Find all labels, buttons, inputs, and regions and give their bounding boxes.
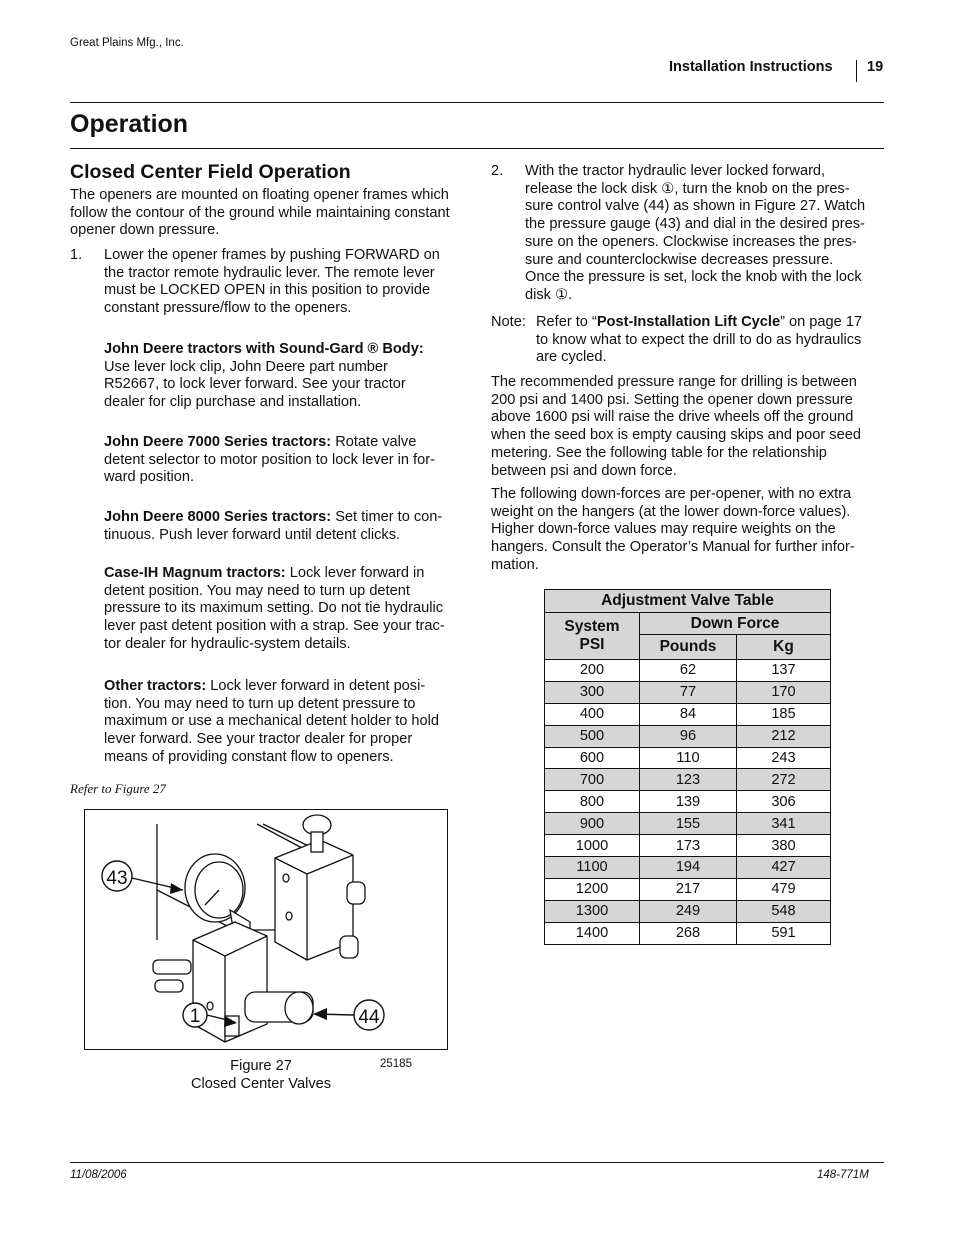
- column-header-down-force: Down Force: [640, 613, 831, 635]
- pressure-control-knob: [285, 992, 313, 1024]
- table-row: [545, 703, 831, 725]
- table-row: [545, 878, 831, 900]
- cell-psi: 500: [545, 725, 640, 747]
- step-1-text: [104, 247, 474, 318]
- page-number: 19: [867, 59, 884, 75]
- company-name: Great Plains Mfg., Inc.: [70, 37, 184, 49]
- other-tractors-line: means of providing constant flow to openers.: [104, 748, 394, 765]
- column-header-system-psi: [545, 613, 640, 660]
- cell-psi: 300: [545, 681, 640, 703]
- jd-soundgard-line: R52667, to lock lever forward. See your tractor: [104, 376, 406, 393]
- table-row: [545, 900, 831, 922]
- note-post: ” on page 17: [780, 314, 863, 330]
- table-row: [545, 725, 831, 747]
- cell-kg: 306: [737, 791, 831, 813]
- step-2-number: 2.: [491, 163, 504, 179]
- case-ih-line: detent position. You may need to turn up detent: [104, 582, 410, 599]
- cell-pounds: 217: [640, 878, 737, 900]
- note-label: Note:: [491, 314, 526, 330]
- step-1-line: constant pressure/flow to the openers.: [104, 300, 352, 317]
- jd-8000-block: [104, 509, 474, 544]
- fitting-right: [347, 882, 365, 904]
- cell-pounds: 194: [640, 857, 737, 879]
- cell-kg: 548: [737, 900, 831, 922]
- step-2-line: sure on the openers. Clockwise increases the pres-: [525, 233, 857, 250]
- paragraph-line: metering. See the following table for the relationship: [491, 444, 827, 461]
- down-force-paragraph: [491, 486, 886, 575]
- valve-knob-stem: [311, 832, 323, 852]
- jd-8000-heading: John Deere 8000 Series tractors:: [104, 509, 332, 525]
- cell-kg: 137: [737, 660, 831, 682]
- table-row: [545, 660, 831, 682]
- page-title: Operation: [70, 110, 189, 138]
- cell-pounds: 139: [640, 791, 737, 813]
- fitting-left: [155, 980, 183, 992]
- title-rule: [70, 148, 884, 149]
- jd-7000-block: [104, 434, 474, 487]
- cell-kg: 243: [737, 747, 831, 769]
- paragraph-line: mation.: [491, 556, 539, 573]
- step-1-line: Lower the opener frames by pushing FORWARD on: [104, 247, 440, 263]
- table-row: [545, 791, 831, 813]
- table-row: [545, 857, 831, 879]
- cell-kg: 591: [737, 922, 831, 944]
- callout-44-label: 44: [358, 1007, 380, 1028]
- cell-psi: 1300: [545, 900, 640, 922]
- other-tractors-line: lever forward. See your tractor dealer for proper: [104, 731, 413, 748]
- cell-pounds: 155: [640, 813, 737, 835]
- pressure-gauge: [185, 854, 245, 922]
- column-header-kg: Kg: [737, 635, 831, 660]
- case-ih-line: tor dealer for hydraulic-system details.: [104, 635, 351, 652]
- cell-kg: 479: [737, 878, 831, 900]
- table-row: [545, 813, 831, 835]
- paragraph-line: above 1600 psi will raise the drive wheels off the ground: [491, 409, 854, 426]
- adjustment-valve-table: [544, 589, 831, 945]
- cell-kg: 380: [737, 835, 831, 857]
- figure-id: 25185: [380, 1058, 412, 1070]
- step-1-number: 1.: [70, 247, 83, 263]
- step-2-line: the pressure gauge (43) and dial in the desired pres-: [525, 216, 865, 233]
- cell-kg: 341: [737, 813, 831, 835]
- case-ih-block: [104, 565, 474, 654]
- cell-kg: 170: [737, 681, 831, 703]
- callout-43-arrow: [170, 883, 183, 894]
- cell-kg: 427: [737, 857, 831, 879]
- cell-psi: 1400: [545, 922, 640, 944]
- step-2-text: [525, 163, 887, 305]
- callout-44-arrow: [313, 1008, 327, 1020]
- column-header-pounds: Pounds: [640, 635, 737, 660]
- jd-8000-first: Set timer to con-: [331, 509, 443, 525]
- step-2-line: disk ①.: [525, 286, 573, 303]
- jd-soundgard-heading: John Deere tractors with Sound-Gard ® Body:: [104, 341, 424, 357]
- cell-pounds: 77: [640, 681, 737, 703]
- figure-caption-title: Closed Center Valves: [190, 1076, 332, 1092]
- jd-soundgard-line: dealer for clip purchase and installation.: [104, 394, 362, 411]
- step-2-line: Once the pressure is set, lock the knob with the lock: [525, 269, 862, 286]
- callout-1-label: 1: [189, 1006, 201, 1027]
- jd-7000-line: ward position.: [104, 469, 195, 486]
- cell-psi: 400: [545, 703, 640, 725]
- paragraph-line: when the seed box is empty causing skips and poor seed: [491, 427, 861, 444]
- note-text: [536, 314, 886, 367]
- step-2-line: sure and counterclockwise decreases pressure.: [525, 251, 834, 268]
- cell-kg: 212: [737, 725, 831, 747]
- paragraph-line: 200 psi and 1400 psi. Setting the opener down pressure: [491, 391, 853, 408]
- figure-27-frame: [84, 809, 448, 1050]
- cell-kg: 272: [737, 769, 831, 791]
- other-tractors-line: tion. You may need to turn up detent pressure to: [104, 695, 416, 712]
- cell-kg: 185: [737, 703, 831, 725]
- cell-pounds: 249: [640, 900, 737, 922]
- cell-psi: 1100: [545, 857, 640, 879]
- cell-pounds: 96: [640, 725, 737, 747]
- header-system: System: [564, 618, 620, 635]
- note-line: are cycled.: [536, 349, 607, 366]
- table-row: [545, 681, 831, 703]
- step-1-line: must be LOCKED OPEN in this position to provide: [104, 282, 431, 299]
- callout-43-label: 43: [106, 868, 128, 889]
- footer-doc-number: 148-771M: [817, 1169, 869, 1181]
- cell-psi: 800: [545, 791, 640, 813]
- cell-pounds: 110: [640, 747, 737, 769]
- other-tractors-heading: Other tractors:: [104, 678, 207, 694]
- header-section-title: Installation Instructions: [669, 59, 833, 75]
- header-psi: PSI: [579, 636, 605, 653]
- table-row: [545, 922, 831, 944]
- fitting-left: [153, 960, 191, 974]
- note-pre: Refer to “: [536, 314, 597, 330]
- section-subtitle: Closed Center Field Operation: [70, 161, 351, 183]
- cell-psi: 700: [545, 769, 640, 791]
- cell-pounds: 84: [640, 703, 737, 725]
- paragraph-line: The recommended pressure range for drilling is between: [491, 374, 857, 390]
- closed-center-valves-illustration: [85, 810, 447, 1049]
- jd-soundgard-block: [104, 341, 474, 412]
- figure-caption-number: Figure 27: [230, 1058, 292, 1074]
- step-2-line: release the lock disk ①, turn the knob on the pres-: [525, 180, 850, 197]
- jd-7000-first: Rotate valve: [331, 434, 417, 450]
- cell-pounds: 173: [640, 835, 737, 857]
- table-row: [545, 769, 831, 791]
- cell-psi: 200: [545, 660, 640, 682]
- note-link-text: Post-Installation Lift Cycle: [596, 314, 781, 330]
- pressure-range-paragraph: [491, 374, 886, 480]
- case-ih-line: pressure to its maximum setting. Do not tie hydraulic: [104, 600, 444, 617]
- cell-pounds: 62: [640, 660, 737, 682]
- cell-psi: 600: [545, 747, 640, 769]
- cell-psi: 1000: [545, 835, 640, 857]
- paragraph-line: between psi and down force.: [491, 462, 677, 479]
- paragraph-line: hangers. Consult the Operator’s Manual for further infor-: [491, 539, 855, 556]
- cell-pounds: 268: [640, 922, 737, 944]
- jd-7000-line: detent selector to motor position to lock lever in for-: [104, 451, 435, 468]
- cell-psi: 1200: [545, 878, 640, 900]
- other-tractors-line: maximum or use a mechanical detent holder to hold: [104, 713, 440, 730]
- case-ih-heading: Case-IH Magnum tractors:: [104, 565, 286, 581]
- table-row: [545, 747, 831, 769]
- table-row: [545, 835, 831, 857]
- paragraph-line: Higher down-force values may require weights on the: [491, 521, 836, 538]
- table-title: Adjustment Valve Table: [545, 590, 831, 613]
- fitting-right: [340, 936, 358, 958]
- note-line: to know what to expect the drill to do as hydraulics: [536, 331, 862, 348]
- footer-rule: [70, 1162, 884, 1163]
- intro-paragraph: The openers are mounted on floating opener frames which follow the contour of the ground while maintaining constant opener down pressure.: [70, 187, 450, 239]
- jd-8000-line: tinuous. Push lever forward until detent clicks.: [104, 526, 401, 543]
- figure-reference: Refer to Figure 27: [70, 781, 166, 796]
- figure-caption: [176, 1057, 346, 1093]
- cell-pounds: 123: [640, 769, 737, 791]
- step-2-line: With the tractor hydraulic lever locked forward,: [525, 163, 826, 179]
- other-tractors-first: Lock lever forward in detent posi-: [206, 678, 426, 694]
- jd-soundgard-line: Use lever lock clip, John Deere part number: [104, 358, 388, 375]
- header-separator: [856, 60, 857, 82]
- footer-date: 11/08/2006: [70, 1169, 127, 1181]
- case-ih-line: lever past detent position with a strap. See your trac-: [104, 618, 445, 635]
- step-2-line: sure control valve (44) as shown in Figure 27. Watch: [525, 198, 866, 215]
- case-ih-first: Lock lever forward in: [285, 565, 425, 581]
- jd-7000-heading: John Deere 7000 Series tractors:: [104, 434, 332, 450]
- cell-psi: 900: [545, 813, 640, 835]
- step-1-line: the tractor remote hydraulic lever. The remote lever: [104, 264, 435, 281]
- header-rule: [70, 102, 884, 103]
- paragraph-line: The following down-forces are per-opener, with no extra: [491, 486, 852, 502]
- paragraph-line: weight on the hangers (at the lower down-force values).: [491, 503, 851, 520]
- other-tractors-block: [104, 678, 474, 767]
